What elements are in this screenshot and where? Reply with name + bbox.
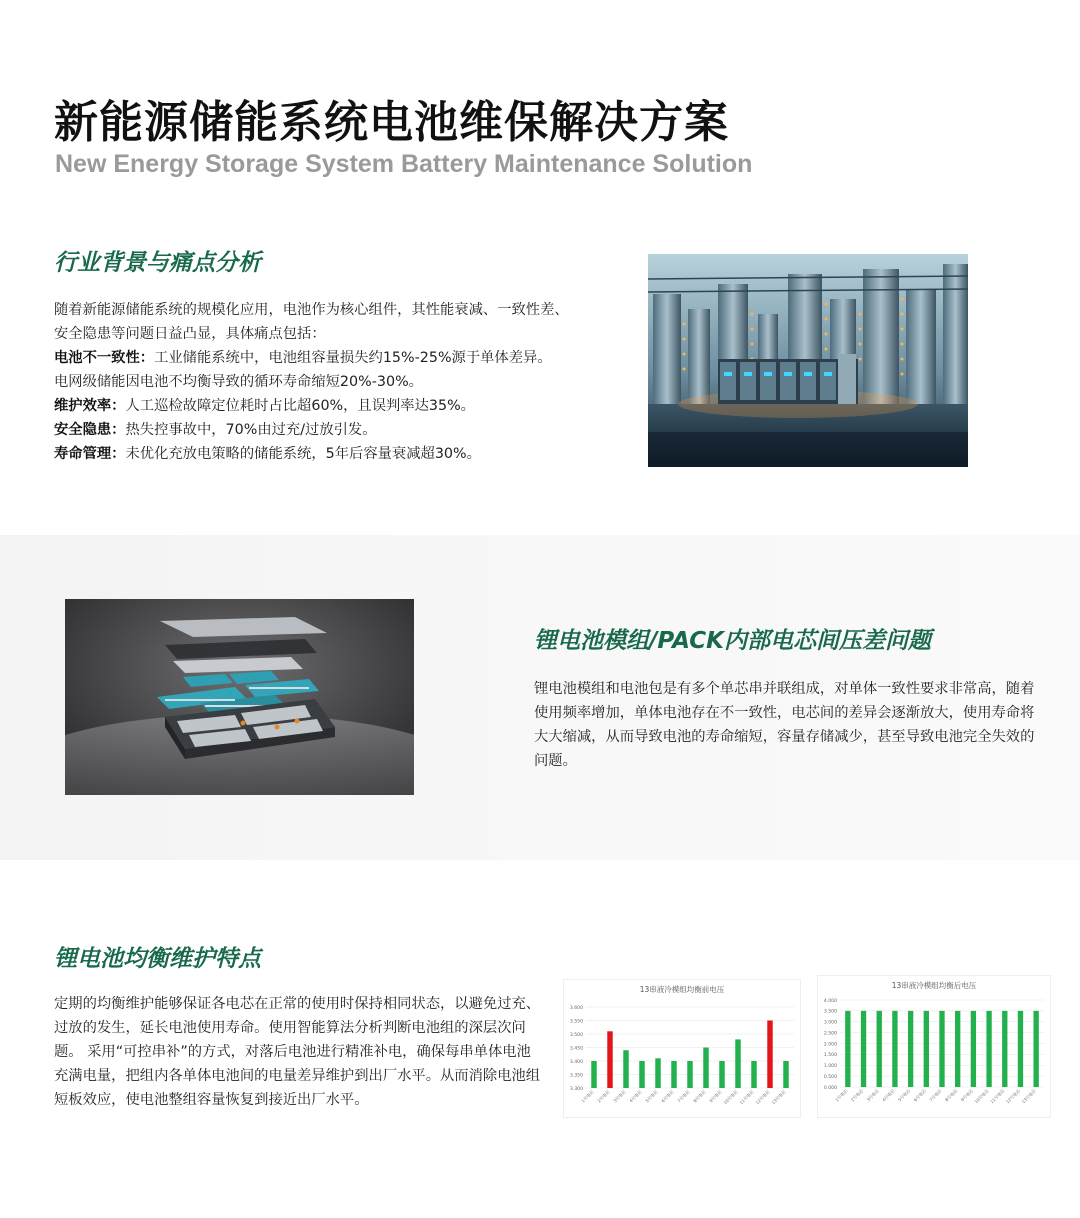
section-body-background bbox=[54, 298, 634, 466]
pack-voltage-paragraph: 锂电池模组和电池包是有多个单芯串并联组成，对单体一致性要求非常高，随着使用频率增加，单体电池存在不一致性，电芯间的差异会逐渐放大，使用寿命将大大缩减，从而导致电池的寿命缩短，容量存储减少，甚至导致电池完全失效的问题。 bbox=[534, 681, 1035, 769]
x-tick-label: 1号电芯 bbox=[834, 1088, 849, 1103]
y-tick-label: 0.000 bbox=[823, 1085, 837, 1091]
chart-title: 13串液冷模组均衡前电压 bbox=[639, 985, 725, 994]
bar bbox=[939, 1011, 944, 1087]
pain-point-text: 热失控事故中，70%由过充/过放引发。 bbox=[125, 422, 377, 438]
x-tick-label: 11号电芯 bbox=[738, 1089, 755, 1106]
voltage-before-chart-svg bbox=[564, 980, 800, 1117]
y-tick-label: 3.300 bbox=[569, 1086, 583, 1092]
bar bbox=[1018, 1011, 1023, 1087]
bar bbox=[671, 1061, 676, 1088]
x-tick-label: 4号电芯 bbox=[881, 1088, 896, 1103]
y-tick-label: 2.500 bbox=[823, 1031, 837, 1037]
bar bbox=[845, 1011, 850, 1087]
y-tick-label: 2.000 bbox=[823, 1042, 837, 1048]
y-tick-label: 3.550 bbox=[569, 1019, 583, 1025]
bar bbox=[703, 1048, 708, 1089]
bar bbox=[877, 1011, 882, 1087]
section-body-balancing bbox=[54, 992, 544, 1112]
bar bbox=[735, 1039, 740, 1088]
bar bbox=[924, 1011, 929, 1087]
x-tick-label: 11号电芯 bbox=[989, 1088, 1006, 1105]
bar bbox=[623, 1050, 628, 1088]
bar bbox=[971, 1011, 976, 1087]
x-tick-label: 5号电芯 bbox=[897, 1088, 912, 1103]
y-tick-label: 3.350 bbox=[569, 1073, 583, 1079]
bar bbox=[639, 1061, 644, 1088]
page-title: 新能源储能系统电池维保解决方案 bbox=[54, 97, 729, 148]
pain-point-text: 工业储能系统中，电池组容量损失约15%-25%源于单体差异。 bbox=[154, 350, 552, 366]
pain-point-continuation: 电网级储能因电池不均衡导致的循环寿命缩短20%-30%。 bbox=[54, 374, 423, 390]
x-tick-label: 13号电芯 bbox=[770, 1089, 787, 1106]
pain-point-label: 安全隐患： bbox=[54, 422, 126, 438]
bar bbox=[591, 1061, 596, 1088]
bar bbox=[908, 1011, 913, 1087]
bar bbox=[607, 1031, 612, 1088]
x-tick-label: 8号电芯 bbox=[692, 1089, 707, 1104]
x-tick-label: 2号电芯 bbox=[596, 1089, 611, 1104]
x-tick-label: 6号电芯 bbox=[912, 1088, 928, 1103]
page-subtitle: New Energy Storage System Battery Maintenance Solution bbox=[55, 150, 753, 178]
bar bbox=[861, 1011, 866, 1087]
x-tick-label: 7号电芯 bbox=[676, 1089, 691, 1104]
y-tick-label: 3.450 bbox=[569, 1046, 583, 1052]
x-tick-label: 1号电芯 bbox=[580, 1089, 595, 1104]
bar bbox=[986, 1011, 991, 1087]
intro-line: 安全隐患等问题日益凸显，具体痛点包括： bbox=[54, 326, 326, 342]
voltage-after-chart-svg bbox=[818, 976, 1050, 1117]
x-tick-label: 12号电芯 bbox=[1004, 1088, 1022, 1105]
pain-point-efficiency bbox=[54, 394, 634, 418]
intro-line: 随着新能源储能系统的规模化应用，电池作为核心组件，其性能衰减、一致性差、 bbox=[54, 302, 569, 318]
x-tick-label: 12号电芯 bbox=[754, 1089, 771, 1106]
voltage-after-chart bbox=[817, 975, 1051, 1118]
y-tick-label: 3.400 bbox=[569, 1059, 583, 1065]
x-tick-label: 10号电芯 bbox=[722, 1089, 739, 1106]
x-tick-label: 8号电芯 bbox=[944, 1088, 959, 1103]
bar bbox=[1033, 1011, 1038, 1087]
x-tick-label: 6号电芯 bbox=[660, 1089, 675, 1104]
y-tick-label: 0.500 bbox=[823, 1074, 837, 1080]
bar bbox=[767, 1021, 772, 1089]
x-tick-label: 13号电芯 bbox=[1020, 1088, 1037, 1105]
x-tick-label: 3号电芯 bbox=[865, 1088, 880, 1103]
bar bbox=[719, 1061, 724, 1088]
battery-pack-image bbox=[65, 599, 414, 795]
pain-point-inconsistency bbox=[54, 346, 634, 370]
x-tick-label: 7号电芯 bbox=[928, 1088, 943, 1103]
pain-point-label: 电池不一致性： bbox=[54, 350, 155, 366]
y-tick-label: 3.600 bbox=[569, 1005, 583, 1011]
y-tick-label: 4.000 bbox=[823, 998, 837, 1004]
bar bbox=[751, 1061, 756, 1088]
section-body-pack-voltage bbox=[534, 677, 1044, 773]
x-tick-label: 9号电芯 bbox=[708, 1089, 723, 1104]
bar bbox=[1002, 1011, 1007, 1087]
y-tick-label: 3.000 bbox=[823, 1020, 837, 1026]
x-tick-label: 9号电芯 bbox=[959, 1088, 975, 1103]
y-tick-label: 1.500 bbox=[823, 1053, 837, 1059]
energy-storage-plant-image bbox=[648, 254, 968, 467]
x-tick-label: 4号电芯 bbox=[628, 1089, 643, 1104]
pain-point-label: 维护效率： bbox=[54, 398, 126, 414]
balancing-paragraph: 定期的均衡维护能够保证各电芯在正常的使用时保持相同状态，以避免过充、过放的发生，延长电池使用寿命。使用智能算法分析判断电池组的深层次问题。 采用“可控串补”的方式，对落后电池进行精准补电，确保每串单体电池充满电量，把组内各单体电池间的电量差异维护到出厂水平。从而消除电池组短板效应，使电池整组容量恢复到接近出厂水平。 bbox=[54, 996, 541, 1108]
bar bbox=[955, 1011, 960, 1087]
y-tick-label: 1.000 bbox=[823, 1064, 837, 1070]
section-heading-background: 行业背景与痛点分析 bbox=[54, 250, 261, 276]
x-tick-label: 5号电芯 bbox=[644, 1089, 659, 1104]
x-tick-label: 3号电芯 bbox=[612, 1089, 627, 1104]
x-tick-label: 2号电芯 bbox=[849, 1088, 865, 1103]
voltage-before-chart bbox=[563, 979, 801, 1118]
pain-point-safety bbox=[54, 418, 634, 442]
bar bbox=[783, 1061, 788, 1088]
pain-point-lifespan bbox=[54, 442, 634, 466]
pain-point-text: 未优化充放电策略的储能系统，5年后容量衰减超30%。 bbox=[125, 446, 481, 462]
x-tick-label: 10号电芯 bbox=[973, 1088, 990, 1105]
section-heading-balancing: 锂电池均衡维护特点 bbox=[54, 946, 261, 972]
pain-point-text: 人工巡检故障定位耗时占比超60%，且误判率达35%。 bbox=[125, 398, 475, 414]
y-tick-label: 3.500 bbox=[569, 1032, 583, 1038]
chart-title: 13串液冷模组均衡后电压 bbox=[891, 981, 977, 990]
y-tick-label: 3.500 bbox=[823, 1009, 837, 1015]
bar bbox=[687, 1061, 692, 1088]
bar bbox=[655, 1058, 660, 1088]
bar bbox=[892, 1011, 897, 1087]
section-heading-pack-voltage: 锂电池模组/PACK内部电芯间压差问题 bbox=[534, 628, 931, 654]
pain-point-label: 寿命管理： bbox=[54, 446, 126, 462]
